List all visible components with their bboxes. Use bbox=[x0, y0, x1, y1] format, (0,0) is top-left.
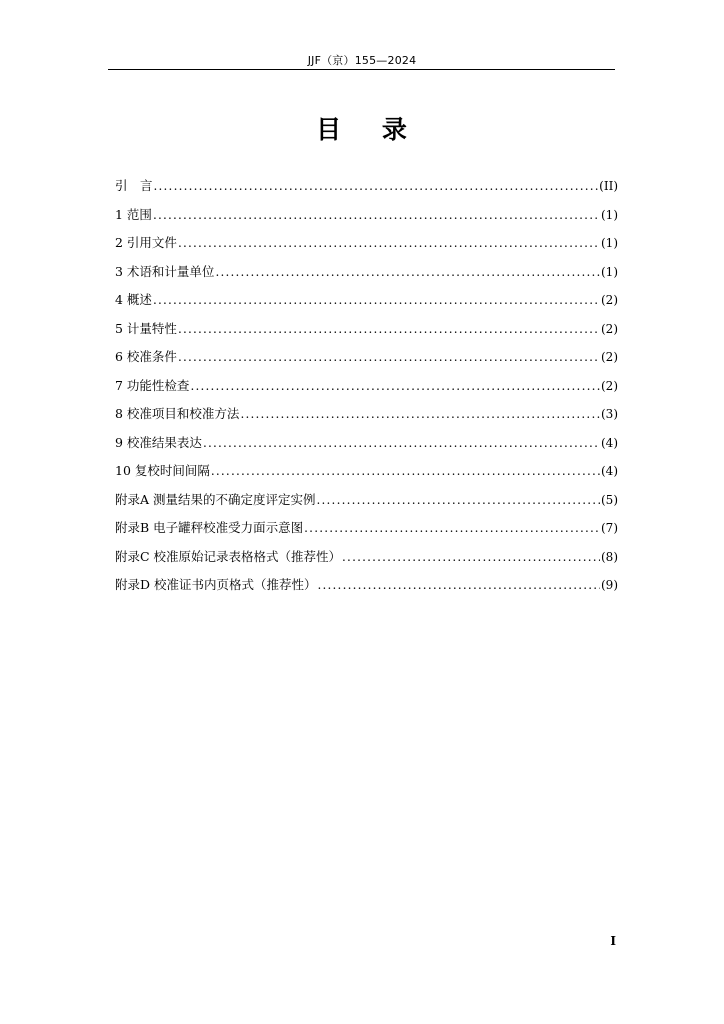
toc-entry[interactable] bbox=[115, 486, 618, 515]
toc-entry[interactable] bbox=[115, 514, 618, 543]
toc-entry[interactable] bbox=[115, 229, 618, 258]
toc-entry-page: (II) bbox=[599, 179, 618, 193]
toc-entry[interactable] bbox=[115, 286, 618, 315]
toc-entry[interactable] bbox=[115, 258, 618, 287]
table-of-contents bbox=[115, 172, 618, 600]
toc-entry-page: (4) bbox=[601, 435, 618, 450]
toc-entry-label: 附录B 电子罐秤校准受力面示意图 bbox=[115, 520, 304, 535]
toc-leader-dots bbox=[154, 172, 599, 201]
running-header: JJF（京）155—2024 bbox=[307, 54, 417, 67]
toc-leader-dots bbox=[318, 571, 601, 600]
page-title: 目 录 bbox=[316, 115, 408, 144]
toc-entry-label: 4 概述 bbox=[115, 292, 152, 307]
toc-leader-dots bbox=[178, 315, 600, 344]
toc-entry-page: (2) bbox=[601, 350, 618, 364]
toc-leader-dots bbox=[178, 343, 600, 372]
toc-leader-dots bbox=[153, 286, 600, 315]
toc-entry[interactable] bbox=[115, 543, 618, 572]
toc-entry-label: 5 计量特性 bbox=[115, 320, 177, 336]
toc-entry-label: 引 言 bbox=[115, 178, 153, 193]
toc-entry-label: 7 功能性检查 bbox=[115, 377, 190, 393]
toc-leader-dots bbox=[178, 229, 600, 258]
toc-entry-page: (1) bbox=[601, 264, 618, 279]
toc-entry-label: 1 范围 bbox=[115, 206, 152, 222]
page-number: I bbox=[610, 934, 616, 948]
toc-entry[interactable] bbox=[115, 201, 618, 230]
toc-entry[interactable] bbox=[115, 372, 618, 401]
toc-entry-label: 3 术语和计量单位 bbox=[115, 263, 215, 279]
toc-entry-page: (2) bbox=[601, 293, 618, 307]
toc-entry-page: (5) bbox=[601, 492, 618, 507]
toc-entry[interactable] bbox=[115, 343, 618, 372]
toc-entry[interactable] bbox=[115, 400, 618, 429]
toc-entry-label: 2 引用文件 bbox=[115, 235, 177, 250]
toc-entry-label: 10 复校时间间隔 bbox=[115, 463, 210, 478]
toc-entry-page: (1) bbox=[601, 236, 618, 250]
toc-entry-page: (8) bbox=[601, 549, 618, 564]
toc-entry[interactable] bbox=[115, 172, 618, 201]
toc-entry[interactable] bbox=[115, 457, 618, 486]
toc-entry-page: (4) bbox=[601, 464, 618, 478]
toc-entry-page: (2) bbox=[601, 378, 618, 393]
toc-entry-page: (1) bbox=[601, 207, 618, 222]
toc-entry-label: 6 校准条件 bbox=[115, 349, 177, 364]
toc-entry-page: (7) bbox=[601, 521, 618, 535]
toc-entry-page: (2) bbox=[601, 321, 618, 336]
toc-leader-dots bbox=[215, 258, 600, 287]
toc-leader-dots bbox=[304, 514, 600, 543]
toc-entry[interactable] bbox=[115, 571, 618, 600]
toc-entry[interactable] bbox=[115, 315, 618, 344]
toc-leader-dots bbox=[317, 486, 600, 515]
toc-entry-label: 附录A 测量结果的不确定度评定实例 bbox=[115, 491, 316, 507]
toc-leader-dots bbox=[211, 457, 600, 486]
toc-entry-page: (9) bbox=[601, 578, 618, 592]
toc-leader-dots bbox=[153, 201, 600, 230]
toc-entry-label: 9 校准结果表达 bbox=[115, 434, 202, 450]
toc-leader-dots bbox=[240, 400, 600, 429]
toc-leader-dots bbox=[342, 543, 600, 572]
toc-entry-label: 8 校准项目和校准方法 bbox=[115, 406, 240, 421]
toc-entry-label: 附录C 校准原始记录表格格式（推荐性） bbox=[115, 548, 342, 564]
toc-entry-label: 附录D 校准证书内页格式（推荐性） bbox=[115, 577, 317, 592]
toc-leader-dots bbox=[190, 372, 600, 401]
toc-entry[interactable] bbox=[115, 429, 618, 458]
toc-entry-page: (3) bbox=[601, 407, 618, 421]
header-divider bbox=[108, 69, 615, 70]
toc-leader-dots bbox=[203, 429, 600, 458]
